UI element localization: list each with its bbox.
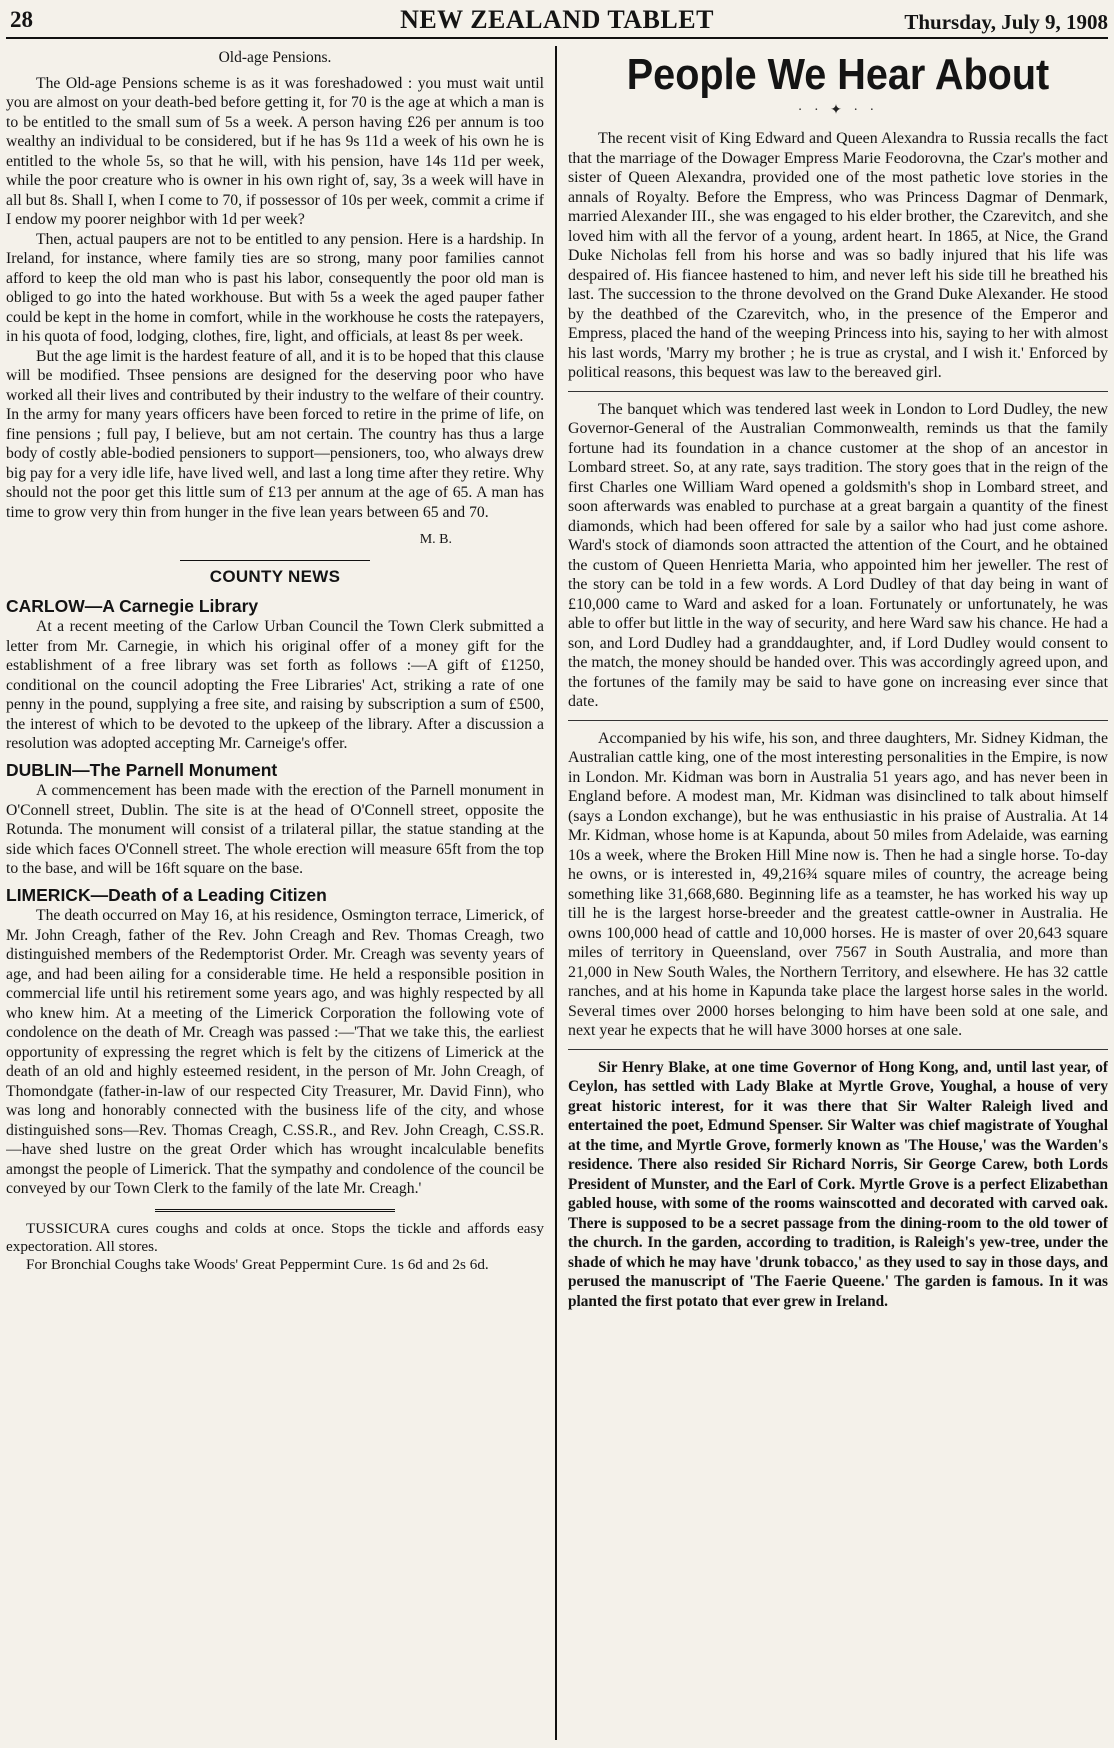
ad-rule	[155, 1209, 395, 1212]
ad-tussicura: TUSSICURA cures coughs and colds at once. Stops the tickle and affords easy expectoration. All stores.	[6, 1219, 544, 1255]
news-heading: DUBLIN—The Parnell Monument	[6, 759, 278, 780]
news-heading: CARLOW—A Carnegie Library	[6, 595, 259, 616]
masthead-rule	[6, 37, 1108, 39]
divider	[568, 1049, 1108, 1050]
paragraph-dudley: The banquet which was tendered last week in London to Lord Dudley, the new Governor-General of the Australian Commonwealth, reminds us that the family fortune had its foundation in a chance customer at the shop of an ancestor in Lombard street. So, at any rate, says tradition. The story goes that in the reign of the first Charles one William Ward opened a goldsmith's shop in Lombard street, and soon afterwards was enabled to purchase at a great bargain a quantity of the finest diamonds, which had been offered for sale by a sailor who had just come ashore. Ward's stock of diamonds soon attracted the attention of the Court, and he obtained the custom of Queen Henrietta Maria, who appointed him her jeweller. The rest of the story can be told in a few words. A Lord Dudley of that day being in want of £10,000 came to Ward and asked for a loan. Fortunately or unfortunately, he was able to offer but little in the way of security, and here Ward saw his chance. He had a son, and Lord Dudley had a granddaughter, and, if Lord Dudley would consent to the match, the money should be handed over. This was accordingly agreed upon, and the fortunes of the family may be said to have gone on increasing ever since that date.	[568, 400, 1108, 710]
article-old-age-pensions	[6, 48, 544, 550]
section-rule	[180, 560, 370, 561]
column-divider	[555, 46, 557, 1740]
news-limerick	[6, 886, 544, 1199]
divider	[568, 720, 1108, 721]
right-column	[568, 46, 1108, 1742]
author-signature: M. B.	[419, 532, 452, 547]
paragraph: But the age limit is the hardest feature of all, and it is to be hoped that this clause will be modified. Thsee pensions are designed for the deserving poor who have worked all their lives and contributed by their industry to the welfare of their country. In the army for many years officers have been forced to retire in the prime of life, on fine pensions ; full pay, I believe, but am not certain. The country has thus a large body of costly able-bodied pensioners to support—pensioners, too, who always drew big pay for a very idle life, have lived well, and last a long time after they retire. Why should not the poor get this little sum of £13 per annum at the age of 65. A man has time to grow very thin from hunger in the five lean years between 65 and 70.	[6, 347, 544, 521]
page-number: 28	[10, 7, 33, 32]
news-carlow	[6, 597, 544, 754]
section-title: COUNTY NEWS	[209, 566, 341, 586]
people-we-hear-about-title: People We Hear About	[626, 50, 1050, 99]
paragraph: The death occurred on May 16, at his residence, Osmington terrace, Limerick, of Mr. John Creagh, father of the Rev. John Creagh and Rev. Thomas Creagh, two distinguished members of the Redemptorist Order. Mr. Creagh was seventy years of age, and had been ailing for a considerable time. He held a responsible position in commercial life until his retirement some years ago, and was highly respected by all who knew him. At a meeting of the Limerick Corporation the following vote of condolence on the death of Mr. Creagh was passed :—'That we take this, the earliest opportunity of expressing the regret which is felt by the citizens of Limerick at the death of an old and highly esteemed resident, in the person of Mr. John Creagh, of Thomondgate (father-in-law of our respected City Treasurer, Mr. David Finn), who was long and honorably connected with the business life of the city, and whose distinguished sons—Rev. Thomas Creagh, C.SS.R., and Rev. John Creagh, C.SS.R.—have shed lustre on the great Order which has wrought incalculable benefits amongst the people of Limerick. That the sympathy and condolence of the council be conveyed by our Town Clerk to the family of the late Mr. Creagh.'	[6, 907, 544, 1197]
paragraph: Then, actual paupers are not to be entitled to any pension. Here is a hardship. In Ireland, for instance, where family ties are so strong, many poor families cannot afford to keep the old man who is past his labor, consequently the poor old man is obliged to go into the hated workhouse. But with 5s a week the aged pauper father could be kept in the home in comfort, while in the workhouse he costs the ratepayers, in his quota of food, lodging, clothes, fire, light, and officials, at least 8s per week.	[6, 230, 544, 345]
newspaper-title: NEW ZEALAND TABLET	[400, 5, 714, 34]
paragraph: The Old-age Pensions scheme is as it was foreshadowed : you must wait until you are almost on your death-bed before getting it, for 70 is the age at which a man is to be entitled to the small sum of 5s a week. A person having £26 per annum is too wealthy an individual to be considered, but if he has 9s 11d a week of his own he is entitled to the whole 5s, so that he will, with his pension, have 14s 11d per week, while the poor creature who is owner in his own right of, say, 3s a week will have in all but 8s. Shall I, when I come to 70, if possessor of 10s per week, commit a crime if I endow my poorer neighbor with 1d per week?	[6, 74, 544, 228]
news-heading: LIMERICK—Death of a Leading Citizen	[6, 884, 327, 905]
ornament: · · ✦ · ·	[797, 103, 879, 118]
county-news-header	[6, 560, 544, 587]
left-column	[6, 46, 544, 1742]
news-dublin	[6, 761, 544, 879]
divider	[568, 391, 1108, 392]
ad-peppermint-cure: For Bronchial Coughs take Woods' Great Peppermint Cure. 1s 6d and 2s 6d.	[26, 1255, 489, 1273]
masthead	[0, 0, 1114, 40]
paragraph-kidman: Accompanied by his wife, his son, and three daughters, Mr. Sidney Kidman, the Australian cattle king, one of the most interesting personalities in the Empire, is now in London. Mr. Kidman was born in Australia 51 years ago, and has never been in England before. A modest man, Mr. Kidman was disinclined to talk about himself (says a London exchange), but he was enthusiastic in his praise of Australia. At 14 Mr. Kidman, whose home is at Kapunda, about 50 miles from Adelaide, was earning 10s a week, where the Broken Hill Mine now is. Then he had a single horse. To-day he owns, or is interested in, 49,216¾ square miles of country, the acreage being something like 31,668,680. Beginning life as a teamster, he has worked his way up till he is the largest horse-breeder and the greatest cattle-owner in Australia. He owns 100,000 head of cattle and 10,000 horses. He is master of over 20,643 square miles of territory in Queensland, over 7567 in South Australia, and more than 21,000 in New South Wales, the Northern Territory, and elsewhere. He has 32 cattle ranches, and at his home in Kapunda take place the largest horse sales in the world. Several times over 2000 horses belonging to him have been sold at one sale, and next year he expects that he will have 3000 horses at one sale.	[568, 729, 1108, 1039]
article-title: Old-age Pensions.	[218, 49, 332, 66]
paragraph-blake: Sir Henry Blake, at one time Governor of Hong Kong, and, until last year, of Ceylon, has settled with Lady Blake at Myrtle Grove, Youghal, a house of very great historic interest, for it was there that Sir Walter Raleigh lived and entertained the poet, Edmund Spenser. Sir Walter was chief magistrate of Youghal at the time, and Myrtle Grove, formerly known as 'The House,' was the Warden's residence. There also resided Sir Richard Norris, Sir George Carew, both Lords President of Munster, and the Earl of Cork. Myrtle Grove is a perfect Elizabethan gabled house, with some of the rooms wainscotted and decorated with carved oak. There is supposed to be a secret passage from the dining-room to the old tower of the church. In the garden, according to tradition, is Raleigh's yew-tree, under the shade of which he may have 'drunk tobacco,' as they used to say in those days, and perused the manuscript of 'The Faerie Queene.' The garden is famous. In it was planted the first potato that ever grew in Ireland.	[568, 1058, 1108, 1310]
issue-date: Thursday, July 9, 1908	[904, 10, 1108, 34]
paragraph: A commencement has been made with the erection of the Parnell monument in O'Connell street, Dublin. The site is at the head of O'Connell street, opposite the Rotunda. The monument will consist of a trilateral pillar, the statue standing at the side which faces O'Connell street. The whole erection will measure 65ft from the top to the base, and will be 16ft square on the base.	[6, 782, 544, 877]
bold-section	[568, 1058, 1108, 1312]
paragraph: At a recent meeting of the Carlow Urban Council the Town Clerk submitted a letter from Mr. Carnegie, in which his original offer of a money gift for the establishment of a free library was set forth as follows :—A gift of £1250, conditional on the council adopting the Free Libraries' Act, striking a rate of one penny in the pound, supplying a free site, and raising by subscription a sum of £500, the interest of which to be devoted to the upkeep of the library. After a discussion a resolution was adopted accepting Mr. Carneige's offer.	[6, 618, 544, 752]
paragraph-royalty: The recent visit of King Edward and Queen Alexandra to Russia recalls the fact that the marriage of the Dowager Empress Marie Feodorovna, the Czar's mother and sister of Queen Alexandra, provided one of the most pathetic love stories in the annals of Royalty. Before the Empress, who was Princess Dagmar of Denmark, married Alexander III., she was engaged to his elder brother, the Czarevitch, and she loved him with all the fervor of a young, ardent heart. In 1865, at Nice, the Grand Duke Nicholas fell from his horse and was so badly injured that his life was despaired of. His fiancee hastened to him, and never left his side till he breathed his last. The succession to the throne devolved on the Grand Duke Alexander. He stood by the deathbed of the Czarevitch, who, in the presence of the Emperor and Empress, placed the hand of the weeping Princess into his, saying to her with almost his last words, 'Marry my brother ; he is true as crystal, and I wish it.' Enforced by political reasons, this bequest was law to the bereaved girl.	[568, 130, 1108, 381]
advertisements	[6, 1209, 544, 1274]
